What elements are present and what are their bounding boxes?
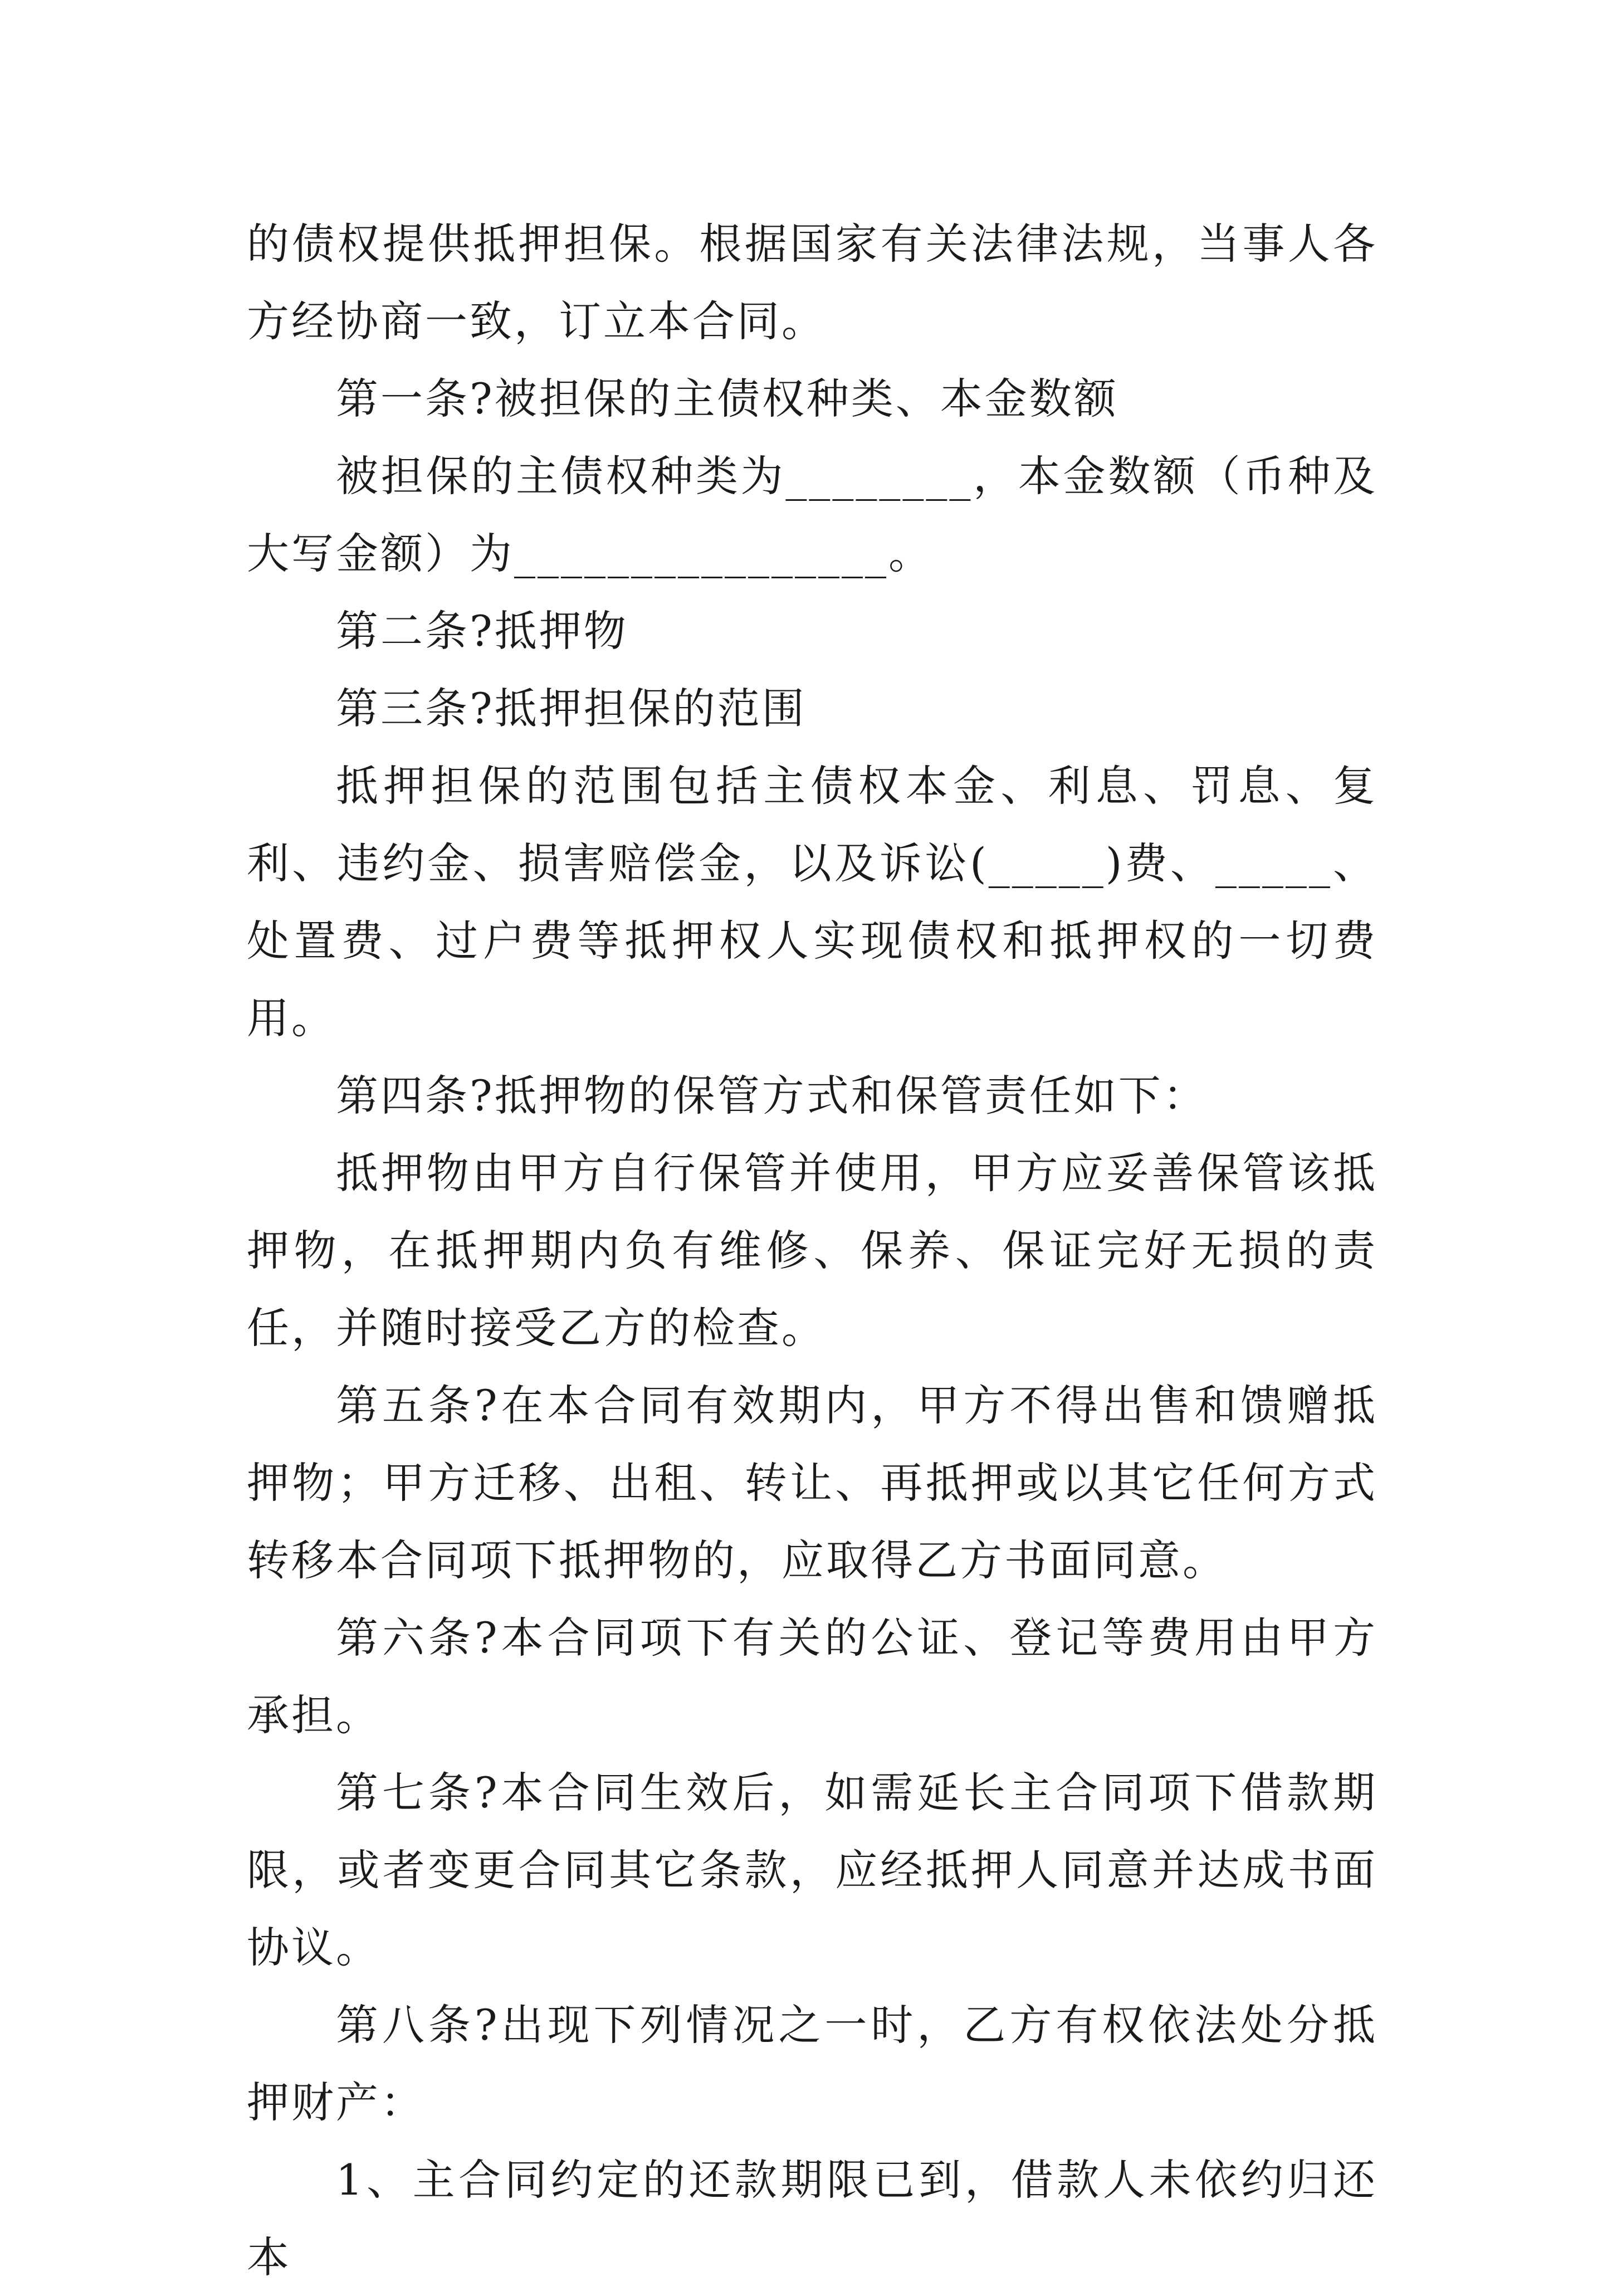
article-5: 第五条?在本合同有效期内，甲方不得出售和馈赠抵押物；甲方迁移、出租、转让、再抵押或以其它任何方式转移本合同项下抵押物的，应取得乙方书面同意。 [247, 1381, 1377, 1585]
article-3-body: 抵押担保的范围包括主债权本金、利息、罚息、复利、违约金、损害赔偿金，以及诉讼(_____)费、_____、处置费、过户费等抵押权人实现债权和抵押权的一切费用。 [247, 761, 1377, 1043]
article-4-heading: 第四条?抵押物的保管方式和保管责任如下： [336, 1071, 1208, 1120]
paragraph-intro-continuation: 的债权提供抵押担保。根据国家有关法律法规，当事人各方经协商一致，订立本合同。 [247, 219, 1377, 346]
article-1-heading: 第一条?被担保的主债权种类、本金数额 [336, 374, 1118, 423]
document-body [247, 205, 1377, 2296]
article-8-heading: 第八条?出现下列情况之一时，乙方有权依法处分抵押财产： [247, 2000, 1377, 2127]
article-8-item-1: 1、主合同约定的还款期限已到，借款人未依约归还本 [247, 2155, 1377, 2282]
article-3-heading: 第三条?抵押担保的范围 [336, 684, 807, 733]
article-2-heading: 第二条?抵押物 [336, 606, 628, 656]
article-7: 第七条?本合同生效后，如需延长主合同项下借款期限，或者变更合同其它条款，应经抵押人同意并达成书面协议。 [247, 1768, 1377, 1972]
article-4-body: 抵押物由甲方自行保管并使用，甲方应妥善保管该抵押物，在抵押期内负有维修、保养、保证完好无损的责任，并随时接受乙方的检查。 [247, 1148, 1377, 1353]
article-1-body: 被担保的主债权种类为________，本金数额（币种及大写金额）为________________。 [247, 451, 1377, 578]
article-6: 第六条?本合同项下有关的公证、登记等费用由甲方承担。 [247, 1613, 1377, 1740]
